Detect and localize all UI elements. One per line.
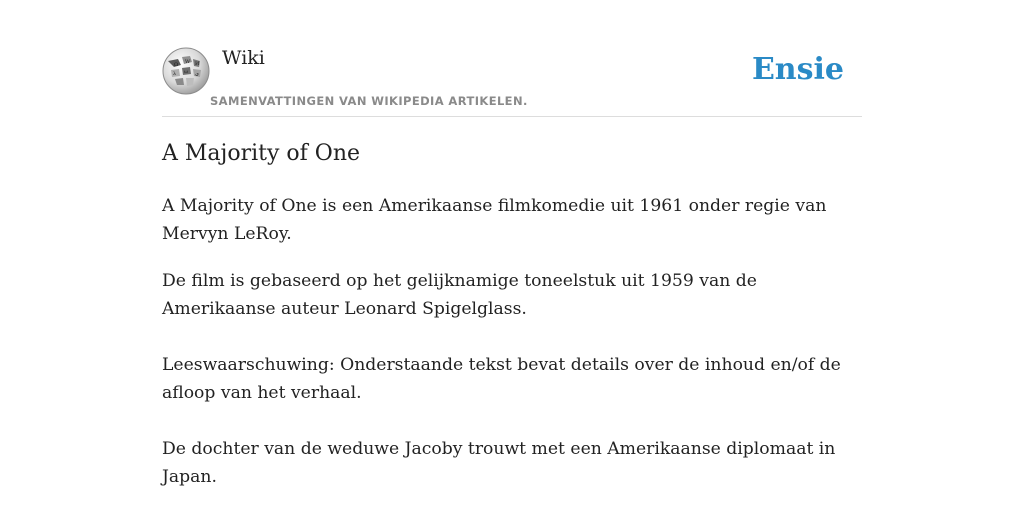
svg-text:И: И bbox=[195, 61, 200, 67]
svg-text:W: W bbox=[185, 59, 191, 65]
page bbox=[162, 0, 862, 512]
svg-text:ω: ω bbox=[184, 69, 189, 75]
wikipedia-globe-icon[interactable] bbox=[162, 47, 210, 95]
site-tagline: SAMENVATTINGEN VAN WIKIPEDIA ARTIKELEN. bbox=[210, 94, 528, 108]
svg-text:ي: ي bbox=[195, 71, 199, 77]
svg-text:Ω: Ω bbox=[174, 62, 179, 68]
article-title: A Majority of One bbox=[162, 141, 361, 166]
site-header bbox=[162, 0, 862, 117]
article-paragraph: De dochter van de weduwe Jacoby trouwt met een Amerikaanse diplomaat in Japan. bbox=[162, 439, 836, 487]
ensie-brand-link[interactable]: Ensie bbox=[751, 52, 844, 87]
spoiler-warning: Leeswaarschuwing: Onderstaande tekst bevat details over de inhoud en/of de afloop van het verhaal. bbox=[162, 355, 841, 403]
svg-text:λ: λ bbox=[173, 71, 177, 77]
article-paragraph: A Majority of One is een Amerikaanse filmkomedie uit 1961 onder regie van Mervyn LeRoy. bbox=[162, 196, 827, 244]
article-paragraph: De film is gebaseerd op het gelijknamige toneelstuk uit 1959 van de Amerikaanse auteur Leonard Spigelglass. bbox=[162, 271, 757, 319]
site-name[interactable]: Wiki bbox=[222, 47, 265, 69]
